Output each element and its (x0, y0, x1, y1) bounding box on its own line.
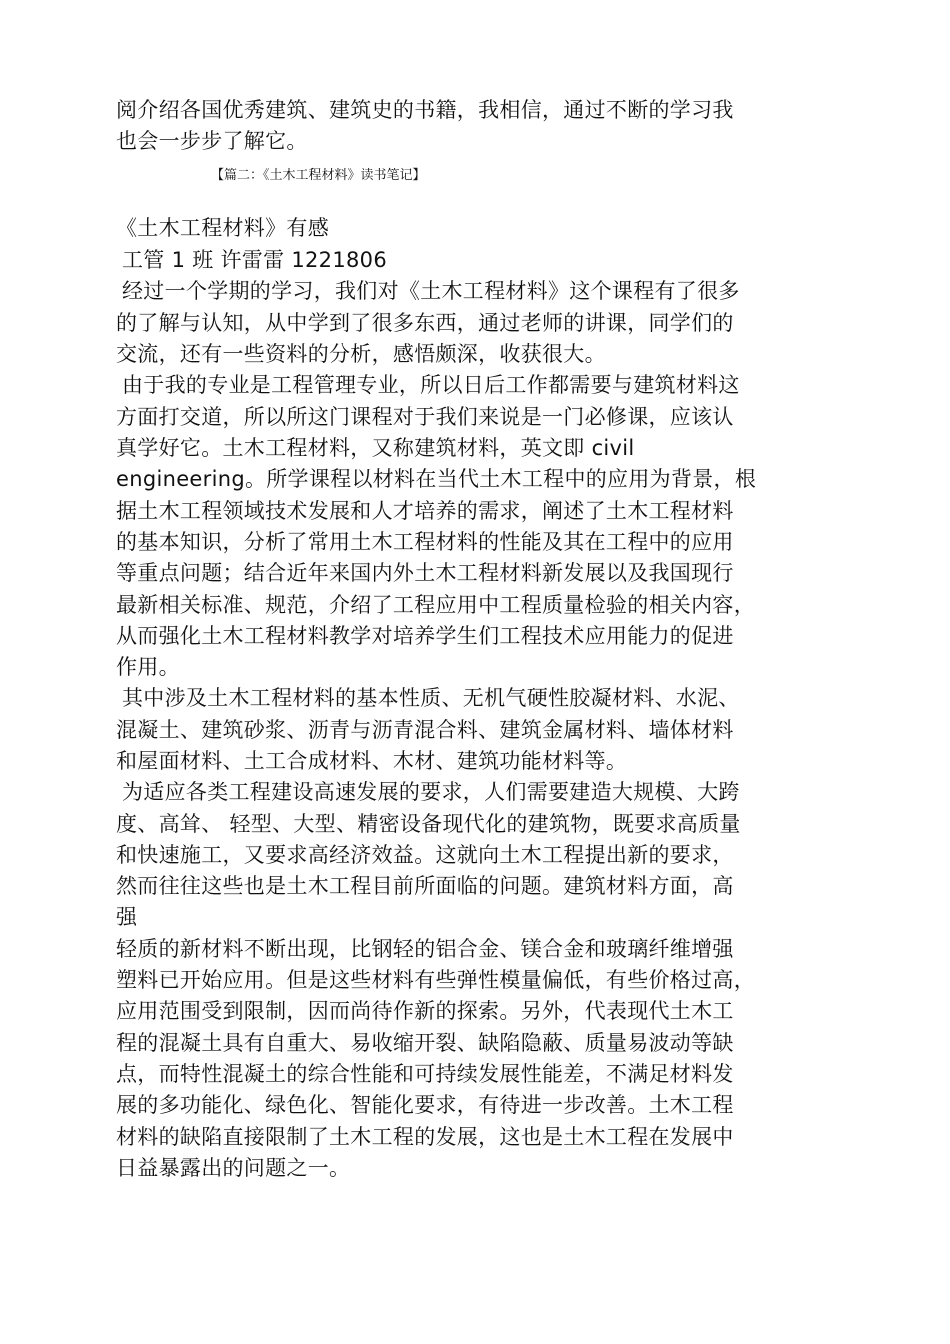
text-line: 阅介绍各国优秀建筑、建筑史的书籍，我相信，通过不断的学习我 (116, 98, 734, 122)
text-line: 轻质的新材料不断出现，比钢轻的铝合金、镁合金和玻璃纤维增强 (116, 937, 734, 961)
text-line: 度、高耸、 轻型、大型、精密设备现代化的建筑物，既要求高质量 (116, 812, 741, 836)
text-line: 塑料已开始应用。但是这些材料有些弹性模量偏低，有些价格过高， (116, 968, 755, 992)
text-line: 然而往往这些也是土木工程目前所面临的问题。建筑材料方面，高 (116, 874, 734, 898)
text-line: 交流，还有一些资料的分析，感悟颇深，收获很大。 (116, 342, 606, 366)
text-line: 和快速施工，又要求高经济效益。这就向土木工程提出新的要求， (116, 843, 734, 867)
text-line: 经过一个学期的学习，我们对《土木工程材料》这个课程有了很多 (122, 279, 740, 303)
author-line (122, 245, 387, 276)
text-line: 程的混凝土具有自重大、易收缩开裂、缺陷隐蔽、质量易波动等缺 (116, 1031, 734, 1055)
text-line: engineering。所学课程以材料在当代土木工程中的应用为背景，根 (116, 467, 757, 491)
document-title: 《土木工程材料》有感 (116, 216, 329, 240)
text-line: 展的多功能化、绿色化、智能化要求，有待进一步改善。土木工程 (116, 1093, 734, 1117)
text-line: 真学好它。土木工程材料，又称建筑材料，英文即 civil (116, 436, 635, 460)
text-line: 应用范围受到限制，因而尚待作新的探索。另外，代表现代土木工 (116, 999, 734, 1023)
text-line: 据土木工程领域技术发展和人才培养的需求，阐述了土木工程材料 (116, 499, 734, 523)
text-line: 也会一步步了解它。 (116, 129, 308, 153)
text-line: 最新相关标准、规范，介绍了工程应用中工程质量检验的相关内容， (116, 593, 755, 617)
text-line: 等重点问题；结合近年来国内外土木工程材料新发展以及我国现行 (116, 561, 734, 585)
section-label: 【篇二：《土木工程材料》读书笔记】 (211, 168, 426, 183)
text-line: 由于我的专业是工程管理专业，所以日后工作都需要与建筑材料这 (122, 373, 740, 397)
text-line: 的基本知识，分析了常用土木工程材料的性能及其在工程中的应用 (116, 530, 734, 554)
text-line: 其中涉及土木工程材料的基本性质、无机气硬性胶凝材料、水泥、 (122, 686, 740, 710)
text-line: 和屋面材料、土工合成材料、木材、建筑功能材料等。 (116, 749, 628, 773)
text-line: 混凝土、建筑砂浆、沥青与沥青混合料、建筑金属材料、墙体材料 (116, 718, 734, 742)
text-line: 为适应各类工程建设高速发展的要求，人们需要建造大规模、大跨 (122, 780, 740, 804)
text-line: 作用。 (116, 655, 180, 679)
text-line: 的了解与认知，从中学到了很多东西，通过老师的讲课，同学们的 (116, 311, 734, 335)
text-line: 方面打交道，所以所这门课程对于我们来说是一门必修课，应该认 (116, 405, 734, 429)
text-line: 日益暴露出的问题之一。 (116, 1156, 351, 1180)
text-line: 点，而特性混凝土的综合性能和可持续发展性能差，不满足材料发 (116, 1062, 734, 1086)
text-line: 强 (116, 905, 138, 929)
author-text: 工管 1 班 许雷雷 1221806 (122, 248, 387, 272)
text-line: 从而强化土木工程材料教学对培养学生们工程技术应用能力的促进 (116, 624, 734, 648)
text-line: 材料的缺陷直接限制了土木工程的发展，这也是土木工程在发展中 (116, 1125, 734, 1149)
